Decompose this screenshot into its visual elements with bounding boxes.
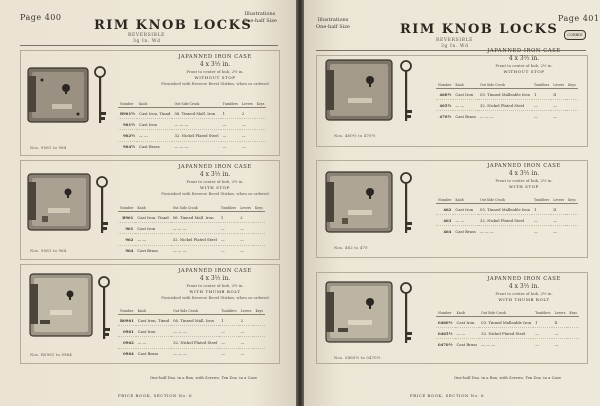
table-row: 0964 Cast Brass — — — — — bbox=[118, 348, 265, 359]
packing-note: One-half Doz. in a Box, with Screws. Ten Doz. in a Case bbox=[454, 375, 561, 380]
table-row: 0460½ Cast Iron 03. Tinned Malleable Iron 1 II bbox=[436, 317, 579, 328]
corbin-logo: CORBIN bbox=[564, 30, 586, 40]
section-heading: JAPANNED IRON CASE 4 x 3½ in. Front to center of hub, 2½ in. WITH THUMB BOLT bbox=[487, 276, 561, 302]
section-heading: JAPANNED IRON CASE 4 x 3½ in. Front to center of hub, 2½ in. WITHOUT STOP bbox=[487, 48, 561, 74]
table-row: 464 Cast Brass — — — — — bbox=[436, 226, 578, 237]
spec-table: Number Knob Out Side Crook Tumblers Levers Keys 460½ Cast Iron 03. Tinned Malleable Iron 1 II 465½ — — 32. Nickel Plated Steel — — 470½ Cast Brass — — — — — bbox=[436, 82, 578, 122]
page-footer: PRICE BOOK, SECTION No. 6 bbox=[410, 393, 485, 398]
section-heading: JAPANNED IRON CASE 4 x 3½ in. Front to center of hub, 2½ in. WITH STOP bbox=[487, 163, 561, 189]
table-row: R961 Cast Iron, Tinnd 06. Tinned Mall. Iron 1 2 bbox=[118, 212, 265, 223]
section-heading: JAPANNED IRON CASE 4 x 3½ in. Front to center of hub, 2½ in. WITH THUMB BOLT Furnished with Reverse Bevel Strikes, when so ordered bbox=[161, 268, 269, 300]
lock-illustration bbox=[322, 278, 418, 356]
table-row: 0962 — — 32. Nickel Plated Steel — — bbox=[118, 337, 265, 348]
reversible-sub: 3g In. Wd bbox=[133, 39, 161, 44]
figure-caption: Nos. 9561 to 964 bbox=[30, 248, 67, 253]
spec-table: Number Knob Out Side Crook Tumblers Levers Keys R961 Cast Iron, Tinnd 06. Tinned Mall. Iron 1 2 961 Cast Iron — — — — — 962 — — 32. Nickel Plated Steel — — 964 Cast Brass — — — — — bbox=[118, 205, 265, 256]
page-number: Page 400 bbox=[20, 13, 62, 22]
table-row: 962 — — 32. Nickel Plated Steel — — bbox=[118, 234, 265, 245]
lock-illustration bbox=[24, 62, 112, 136]
table-row: 961 Cast Iron — — — — — bbox=[118, 223, 265, 234]
book-gutter bbox=[296, 0, 304, 406]
illustrations-label: Illustrations One-half Size bbox=[316, 17, 350, 30]
right-page bbox=[304, 0, 600, 406]
table-row: 465½ — — 32. Nickel Plated Steel — — bbox=[436, 100, 578, 111]
figure-caption: Nos. R0961 to 0964 bbox=[30, 352, 72, 357]
spec-table: Number Knob Out Side Crook Tumblers Levers Keys 462 Cast Iron 03. Tinned Malleable Iron 1 II 463 — — 32. Nickel Plated Steel — — 464 Cast Brass — — — — — bbox=[436, 197, 578, 237]
page-title: RIM KNOB LOCKS bbox=[94, 18, 253, 33]
reversible-label: REVERSIBLE bbox=[436, 38, 474, 43]
section-heading: JAPANNED IRON CASE 4 x 3½ in. Front to center of hub, 2½ in. WITHOUT STOP Furnished with Reverse Bevel Strikes, when so ordered bbox=[161, 54, 269, 86]
section-heading: JAPANNED IRON CASE 4 x 3½ in. Front to center of hub, 2½ in. WITH STOP Furnished with Reverse Bevel Strikes, when so ordered bbox=[161, 164, 269, 196]
table-row: 0470½ Cast Brass — — — — — bbox=[436, 339, 579, 350]
lock-illustration bbox=[322, 56, 418, 132]
lock-illustration bbox=[24, 170, 114, 244]
table-row: 460½ Cast Iron 03. Tinned Malleable Iron 1 II bbox=[436, 89, 578, 100]
page-number: Page 401 bbox=[558, 14, 600, 23]
table-row: 964 Cast Brass — — — — — bbox=[118, 245, 265, 256]
table-row: 470½ Cast Brass — — — — — bbox=[436, 111, 578, 122]
table-row: 0961 Cast Iron — — — — — bbox=[118, 326, 265, 337]
illustrations-label: Illustrations One-half Size bbox=[243, 11, 277, 24]
table-row: R0961 Cast Iron, Tinnd 06. Tinned Mall. Iron 1 2 bbox=[118, 315, 265, 326]
table-row: 961½ Cast Iron — — — — — bbox=[118, 119, 266, 130]
packing-note: One-half Doz. in a Box, with Screws. Ten Doz. in a Case bbox=[150, 375, 257, 380]
table-row: 463 — — 32. Nickel Plated Steel — — bbox=[436, 215, 578, 226]
reversible-sub: 3g In. Wd bbox=[441, 44, 469, 49]
table-row: 0465½ — — 32. Nickel Plated Steel — — bbox=[436, 328, 579, 339]
table-row: 462 Cast Iron 03. Tinned Malleable Iron 1 II bbox=[436, 204, 578, 215]
table-row: 962½ — — 32. Nickel Plated Steel — — bbox=[118, 130, 266, 141]
figure-caption: Nos. 0460½ to 0470½ bbox=[334, 355, 381, 360]
lock-illustration bbox=[24, 270, 114, 352]
figure-caption: Nos. 460½ to 470½ bbox=[334, 133, 376, 138]
left-page bbox=[0, 0, 296, 406]
figure-caption: Nos. 9561 to 964 bbox=[30, 145, 67, 150]
reversible-label: REVERSIBLE bbox=[128, 33, 166, 38]
page-footer: PRICE BOOK, SECTION No. 6 bbox=[118, 393, 193, 398]
lock-illustration bbox=[322, 168, 418, 246]
header-rule bbox=[20, 45, 278, 46]
table-row: 964½ Cast Brass — — — — — bbox=[118, 141, 266, 152]
table-row: R961½ Cast Iron, Tinnd 06. Tinned Mall. Iron 1 2 bbox=[118, 108, 266, 119]
page-title: RIM KNOB LOCKS bbox=[400, 22, 559, 37]
spec-table: Number Knob Out Side Crook Tumblers Levers Keys R961½ Cast Iron, Tinnd 06. Tinned Mall. Iron 1 2 961½ Cast Iron — — — — — 962½ — — 32. Nickel Plated Steel — — 964½ Cast Brass — — — — — bbox=[118, 101, 266, 152]
figure-caption: Nos. 462 to 470 bbox=[334, 245, 368, 250]
spec-table: Number Knob Out Side Crook Tumblers Levers Keys R0961 Cast Iron, Tinnd 06. Tinned Mall. Iron 1 2 0961 Cast Iron — — — — — 0962 — — 32. Nickel Plated Steel — — 0964 Cast Brass — — — — — bbox=[118, 308, 265, 359]
spec-table: Number Knob Out Side Crook Tumblers Levers Keys 0460½ Cast Iron 03. Tinned Malleable Iron 1 II 0465½ — — 32. Nickel Plated Steel — — 0470½ Cast Brass — — — — — bbox=[436, 310, 579, 350]
